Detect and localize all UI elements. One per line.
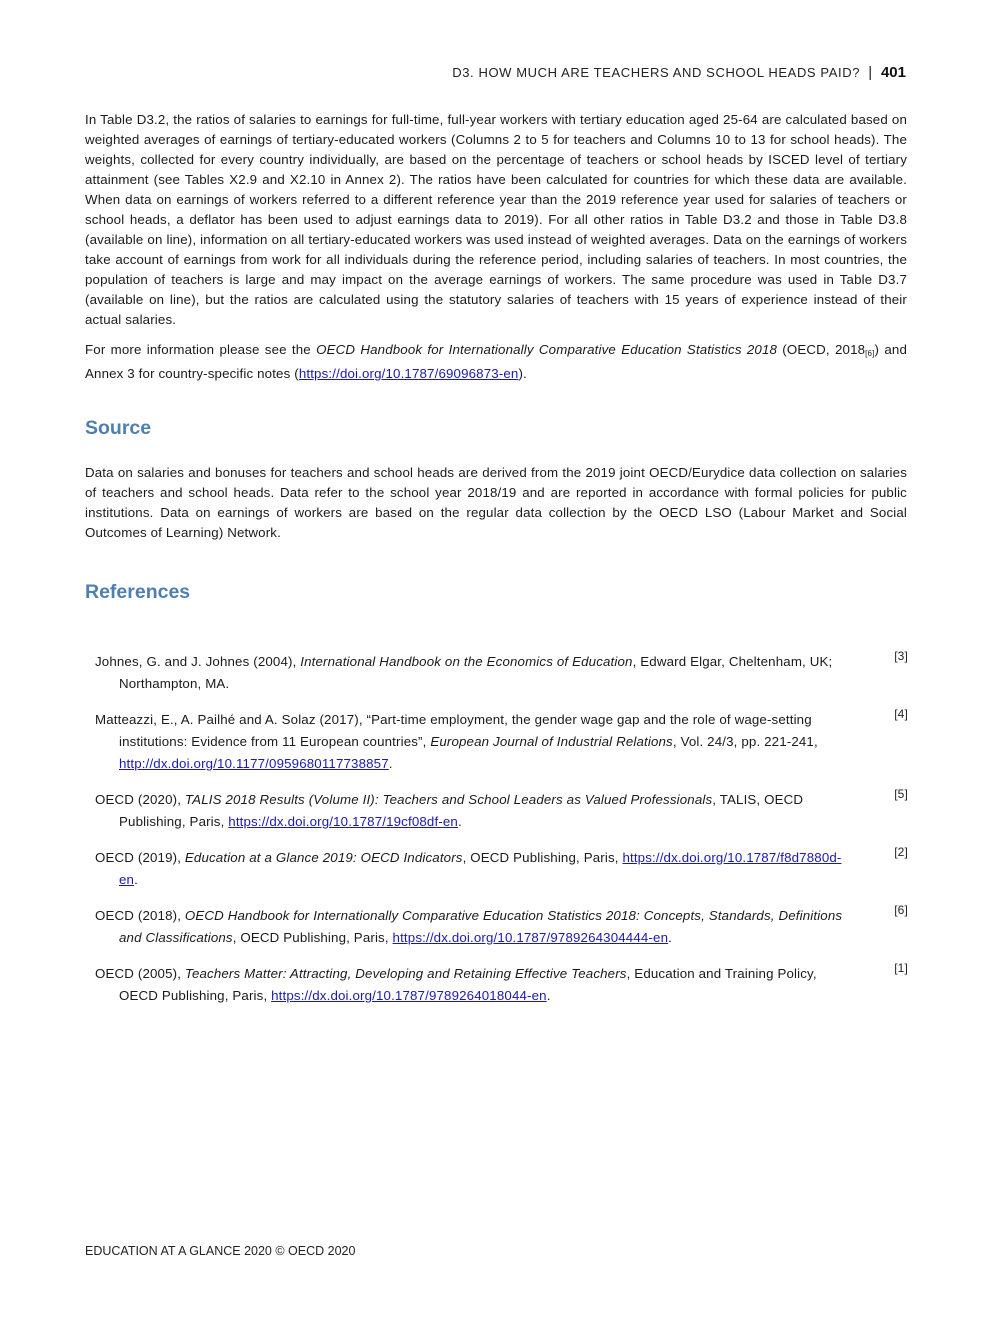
reference-end: . <box>546 988 551 1003</box>
reference-end: . <box>134 872 138 887</box>
reference-title: Education at a Glance 2019: OECD Indicators <box>184 850 463 865</box>
annex-notes-link[interactable]: https://doi.org/10.1787/69096873-en <box>298 366 519 381</box>
reference-link[interactable]: https://dx.doi.org/10.1787/19cf08df-en <box>228 814 458 829</box>
references-heading: References <box>85 581 191 603</box>
reference-number: [4] <box>894 707 908 721</box>
source-paragraph: Data on salaries and bonuses for teachers and school heads are derived from the 2019 joint OECD/Eurydice data collection on salaries of teachers and school heads. Data refer to the school year 2018/19 and are reported in accordance with formal policies for public institutions. Data on earnings of workers are based on the regular data collection by the OECD LSO (Labour Market and Social Outcomes of Learning) Network. <box>85 465 907 540</box>
reference-title: OECD Handbook for Internationally Comparative Education Statistics 2018: Concepts, Standards, Definitions and Classifications <box>119 908 843 945</box>
reference-number: [5] <box>894 787 908 801</box>
reference-lead: OECD (2018), <box>95 908 185 923</box>
intro-paragraph-block <box>85 110 907 330</box>
reference-link[interactable]: https://dx.doi.org/10.1787/f8d7880d-en <box>119 850 842 887</box>
more-info-suffix: ). <box>518 366 527 381</box>
reference-end: . <box>668 930 672 945</box>
reference-item <box>95 709 910 775</box>
reference-item <box>95 963 910 1007</box>
chapter-title: D3. HOW MUCH ARE TEACHERS AND SCHOOL HEADS PAID? <box>452 65 861 80</box>
reference-number: [6] <box>894 903 908 917</box>
page-number: 401 <box>880 64 906 81</box>
reference-item <box>95 651 910 695</box>
reference-rest: , Education and Training Policy, OECD Publishing, Paris, <box>119 966 817 1003</box>
more-info-paragraph <box>85 340 907 384</box>
header-separator: | <box>868 64 873 81</box>
reference-item <box>95 847 910 891</box>
reference-number: [3] <box>894 649 908 663</box>
reference-lead: OECD (2020), <box>95 792 185 807</box>
more-info-middle: ) and Annex 3 for country-specific notes ( <box>85 342 907 381</box>
running-header <box>452 64 906 81</box>
reference-title: TALIS 2018 Results (Volume II): Teachers and School Leaders as Valued Professionals <box>184 792 713 807</box>
reference-link[interactable]: https://dx.doi.org/10.1787/9789264304444-en <box>392 930 669 945</box>
reference-title: European Journal of Industrial Relations <box>430 734 673 749</box>
reference-rest: , OECD Publishing, Paris, <box>232 930 393 945</box>
reference-item <box>95 905 910 949</box>
reference-end: . <box>457 814 462 829</box>
references-list <box>95 651 910 1021</box>
intro-paragraph: In Table D3.2, the ratios of salaries to earnings for full-time, full-year workers with tertiary education aged 25-64 are calculated based on weighted averages of earnings of tertiary-educated workers (Columns 2 to 5 for teachers and Columns 10 to 13 for school heads). The weights, collected for every country individually, are based on the percentage of teachers or school heads by ISCED level of tertiary attainment (see Tables X2.9 and X2.10 in Annex 2). The ratios have been calculated for countries for which these data are available. When data on earnings of workers referred to a different reference year than the 2019 reference year used for salaries of teachers or school heads, a deflator has been used to adjust earnings data to 2019). For all other ratios in Table D3.2 and those in Table D3.8 (available on line), information on all tertiary-educated workers was used instead of weighted averages. Data on the earnings of workers take account of earnings from work for all individuals during the reference period, including salaries of teachers. In most countries, the population of teachers is large and may impact on the average earnings of workers. The same procedure was used in Table D3.7 (available on line), but the ratios are calculated using the statutory salaries of teachers with 15 years of experience instead of their actual salaries. <box>85 112 907 327</box>
reference-item <box>95 789 910 833</box>
reference-number: [2] <box>894 845 908 859</box>
reference-link[interactable]: https://dx.doi.org/10.1787/9789264018044-en <box>271 988 547 1003</box>
page-footer: EDUCATION AT A GLANCE 2020 © OECD 2020 <box>85 1244 356 1258</box>
more-info-citation: (OECD, 2018 <box>777 342 866 357</box>
reference-lead: OECD (2005), <box>95 966 185 981</box>
reference-title: International Handbook on the Economics of Education <box>300 654 633 669</box>
reference-rest: , Edward Elgar, Cheltenham, UK; Northampton, MA. <box>119 654 833 691</box>
more-info-block <box>85 340 907 384</box>
reference-lead: Matteazzi, E., A. Pailhé and A. Solaz (2017), “Part-time employment, the gender wage gap and the role of wage-setting institutions: Evidence from 11 European countries”, <box>95 712 812 749</box>
reference-end: . <box>388 756 393 771</box>
reference-lead: OECD (2019), <box>95 850 185 865</box>
reference-lead: Johnes, G. and J. Johnes (2004), <box>95 654 301 669</box>
reference-title: Teachers Matter: Attracting, Developing and Retaining Effective Teachers <box>184 966 627 981</box>
reference-link[interactable]: http://dx.doi.org/10.1177/0959680117738857 <box>119 756 389 771</box>
handbook-title: OECD Handbook for Internationally Comparative Education Statistics 2018 <box>316 342 778 357</box>
reference-rest: , TALIS, OECD Publishing, Paris, <box>119 792 804 829</box>
reference-rest: , OECD Publishing, Paris, <box>462 850 623 865</box>
more-info-prefix: For more information please see the <box>85 342 317 357</box>
citation-ref[interactable]: [6] <box>865 349 875 358</box>
source-paragraph-block <box>85 463 907 543</box>
reference-number: [1] <box>894 961 908 975</box>
reference-rest: , Vol. 24/3, pp. 221-241, <box>672 734 818 749</box>
source-heading: Source <box>85 417 152 439</box>
